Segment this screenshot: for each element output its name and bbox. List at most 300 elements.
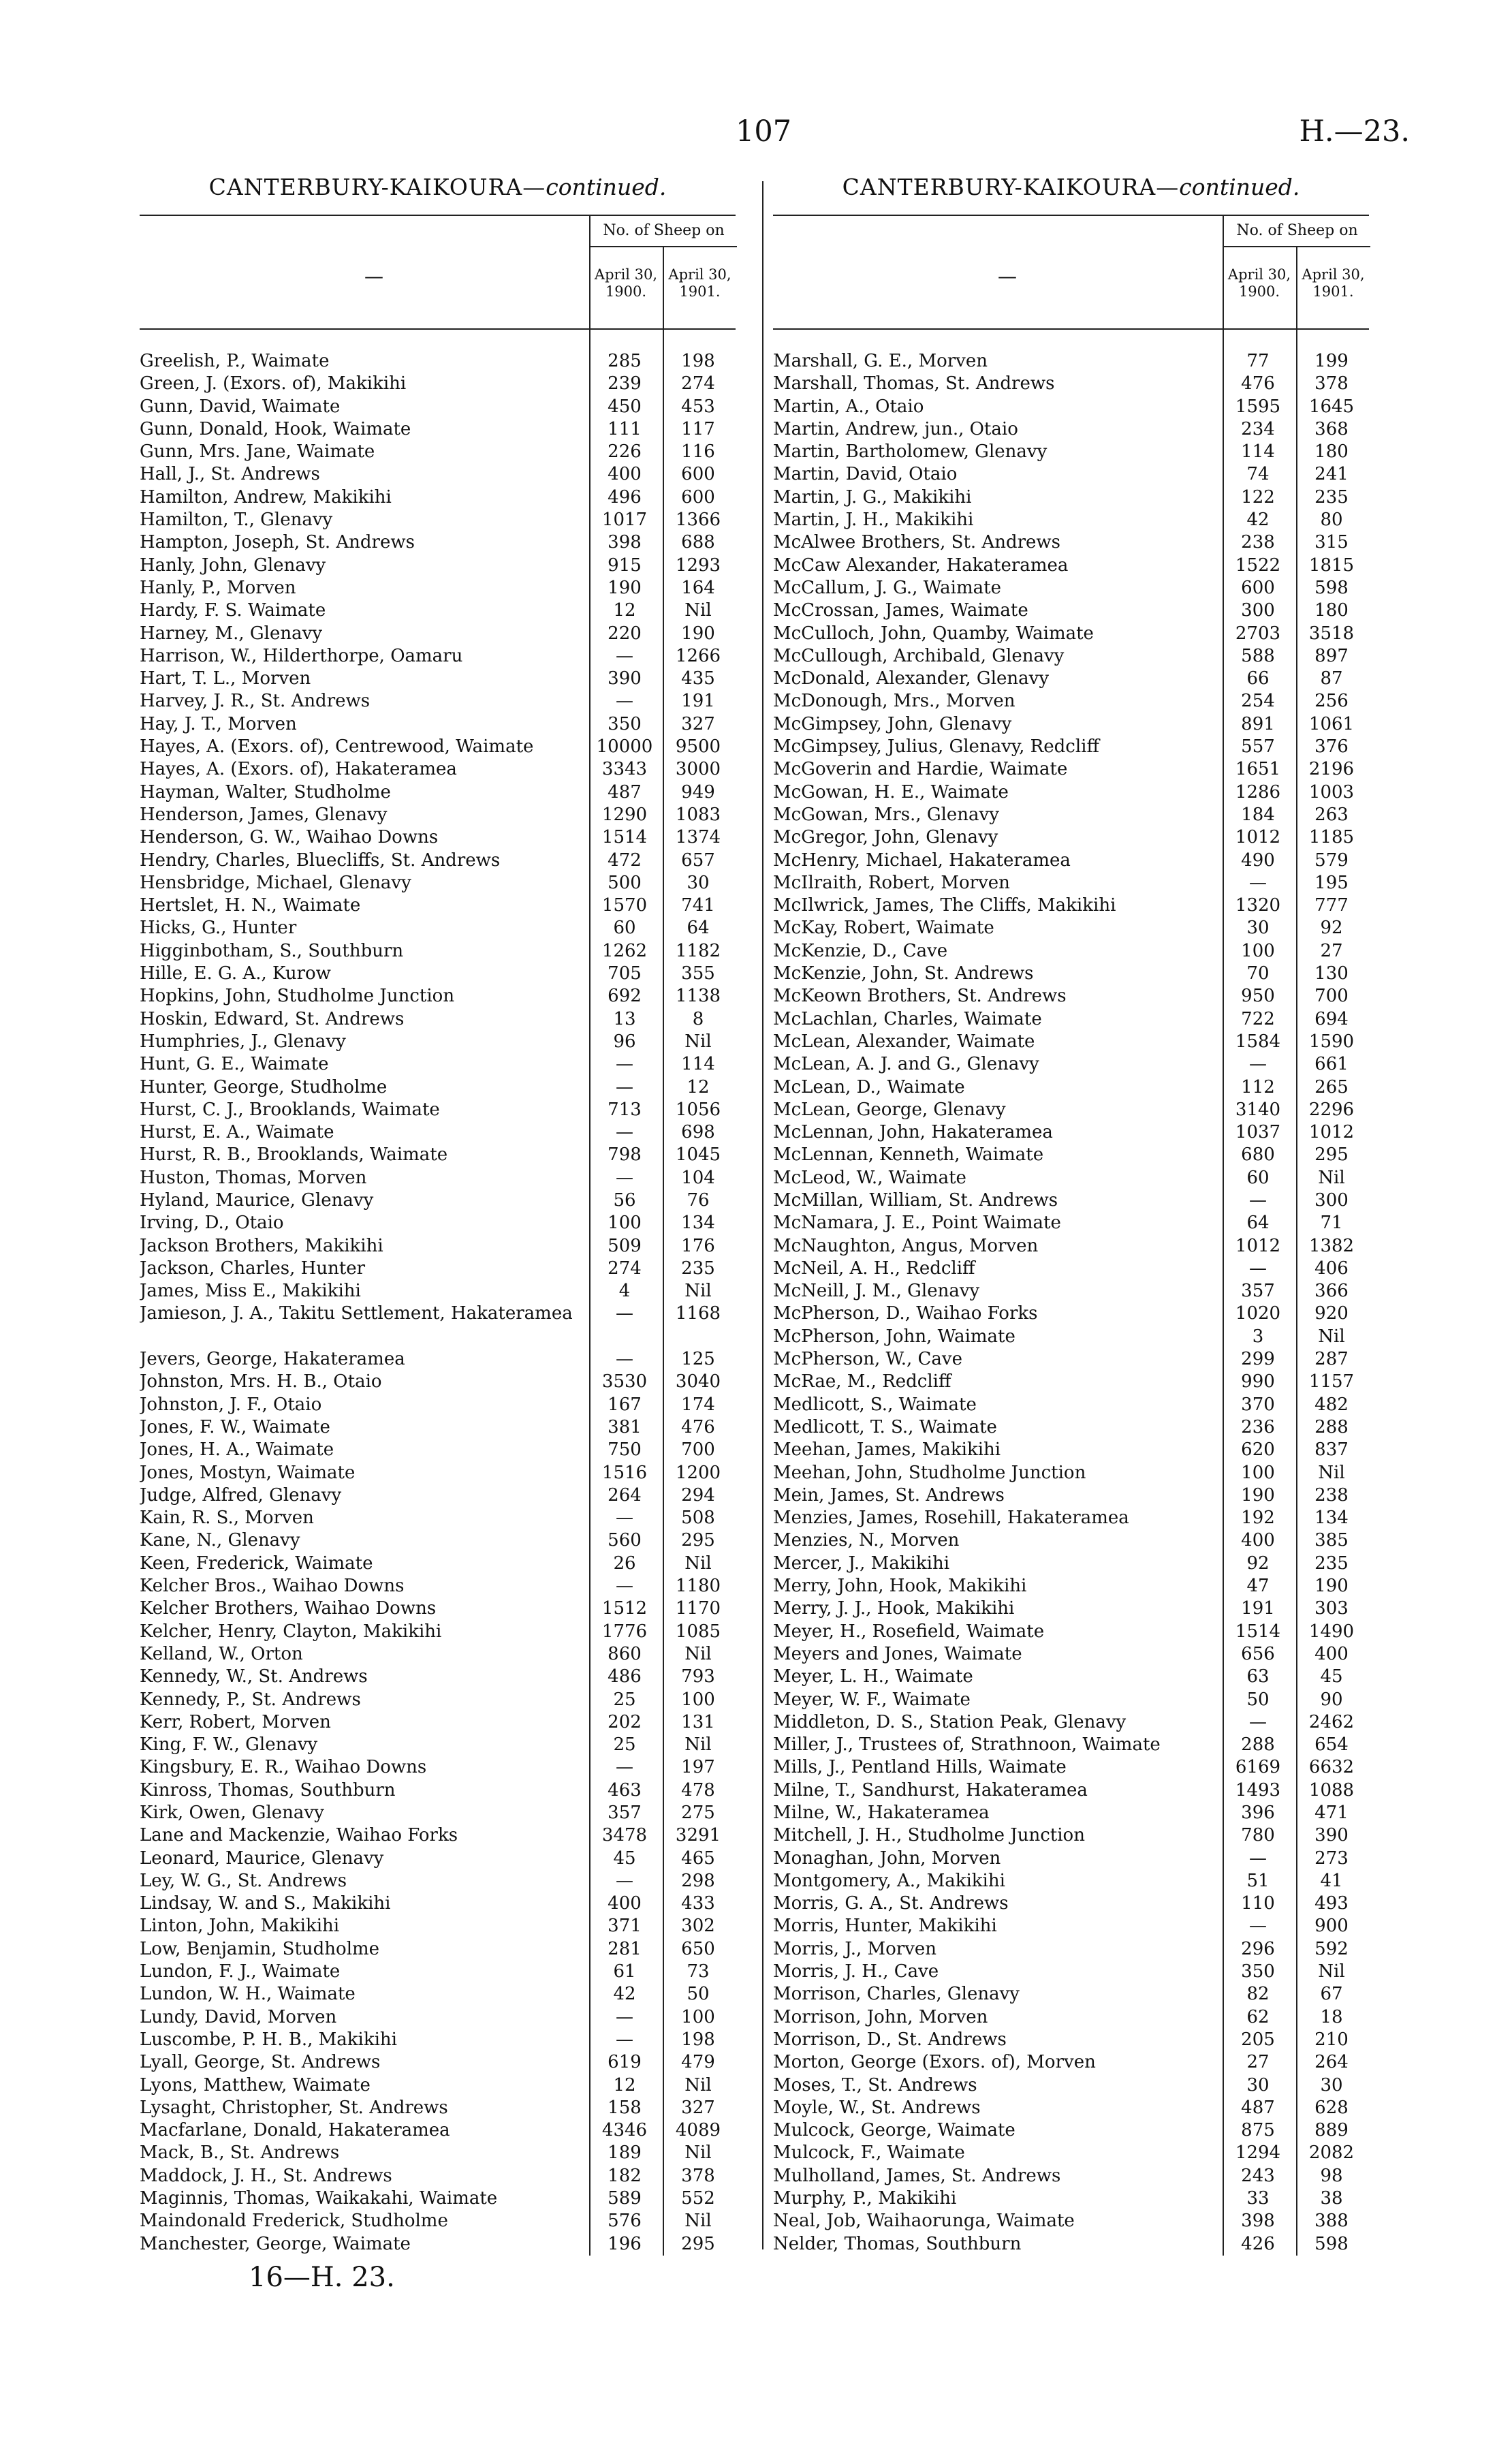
owner-name: Hanly, John, Glenavy [140, 555, 326, 576]
owner-name: Hendry, Charles, Bluecliffs, St. Andrews [140, 850, 501, 871]
sheep-1901: 273 [1314, 1848, 1349, 1869]
sheep-1901: 76 [687, 1189, 710, 1211]
table-row [773, 531, 1369, 554]
sheep-1900: 3140 [1235, 1099, 1281, 1120]
sheep-1901: 98 [1320, 2165, 1343, 2186]
owner-name: McCulloch, John, Quamby, Waimate [773, 623, 1094, 644]
sheep-1901: 355 [681, 963, 715, 984]
table-row [140, 781, 736, 804]
table-row [140, 1280, 736, 1303]
table-row [773, 577, 1369, 599]
sheep-1901: 190 [1314, 1576, 1349, 1597]
sheep-1901: 263 [1314, 804, 1349, 825]
sheep-1901: 493 [1314, 1893, 1349, 1914]
table-row [773, 804, 1369, 826]
owner-name: Neal, Job, Waihaorunga, Waimate [773, 2211, 1075, 2232]
sheep-1901: 2082 [1308, 2142, 1355, 2164]
owner-name: Green, J. (Exors. of), Makikihi [140, 373, 407, 394]
table-row [140, 1938, 736, 1961]
sheep-1900: 114 [1241, 441, 1275, 463]
sheep-1900: 400 [608, 1893, 642, 1914]
sheep-1901: 700 [681, 1439, 715, 1461]
table-row [773, 1983, 1369, 2006]
sheep-1901: 295 [1314, 1144, 1349, 1166]
page-reference: H.—23. [1299, 114, 1410, 149]
owner-name: Greelish, P., Waimate [140, 351, 330, 371]
sheep-1900: 3 [1252, 1326, 1264, 1347]
sheep-1901: 117 [681, 418, 715, 439]
table-row [773, 350, 1369, 373]
table-row [773, 1529, 1369, 1552]
owner-name: Harrison, W., Hilderthorpe, Oamaru [140, 645, 463, 666]
sheep-1900: 205 [1241, 2029, 1275, 2050]
sheep-1900: — [1249, 1916, 1267, 1937]
table-row [140, 396, 736, 418]
owner-name: Lundon, W. H., Waimate [140, 1984, 356, 2005]
sheep-1900: 189 [608, 2142, 642, 2164]
sheep-1901: 650 [681, 1938, 715, 1959]
owner-name: Morris, G. A., St. Andrews [773, 1893, 1009, 1914]
table-row [773, 963, 1369, 985]
sheep-1900: 42 [613, 1984, 636, 2005]
sheep-1901: 195 [1314, 872, 1349, 893]
table-row [140, 2029, 736, 2051]
sheep-1900: 64 [1246, 1213, 1270, 1234]
table-row [773, 2187, 1369, 2210]
sheep-1900: 490 [1241, 850, 1275, 871]
table-row [773, 418, 1369, 441]
sheep-1900: — [616, 2029, 633, 2050]
sheep-1901: 67 [1320, 1984, 1343, 2005]
owner-name: Moyle, W., St. Andrews [773, 2097, 981, 2118]
sheep-1901: 388 [1314, 2211, 1349, 2232]
sheep-1900: 238 [1241, 532, 1275, 553]
sheep-1900: 350 [608, 713, 642, 734]
table-row [773, 1099, 1369, 1121]
sheep-1901: 465 [681, 1848, 715, 1869]
table-row [773, 1326, 1369, 1348]
sheep-1900: 243 [1241, 2165, 1275, 2186]
sheep-1901: 2296 [1308, 1099, 1355, 1120]
owner-name: Merry, John, Hook, Makikihi [773, 1576, 1027, 1597]
table-row [773, 940, 1369, 963]
sheep-1901: 294 [681, 1484, 715, 1506]
owner-name: King, F. W., Glenavy [140, 1734, 318, 1756]
owner-name: Maddock, J. H., St. Andrews [140, 2165, 392, 2186]
sheep-1900: 4346 [601, 2120, 648, 2141]
sheep-1901: 198 [681, 2029, 715, 2050]
sheep-1900: 3343 [601, 759, 648, 780]
sheep-1901: 2462 [1308, 1711, 1355, 1732]
sheep-1901: 654 [1314, 1734, 1349, 1756]
sheep-1900: 487 [1241, 2097, 1275, 2118]
sheep-1901: Nil [1318, 1961, 1345, 1982]
sheep-1901: 400 [1314, 1643, 1349, 1664]
sheep-1900: 158 [608, 2097, 642, 2118]
sheep-1900: 509 [608, 1235, 642, 1256]
owner-name: Jamieson, J. A., Takitu Settlement, Hakateramea [140, 1303, 573, 1324]
sheep-1900: 990 [1241, 1371, 1275, 1392]
sheep-1900: — [1249, 1189, 1267, 1211]
owner-name: Gunn, Donald, Hook, Waimate [140, 418, 411, 439]
owner-name: Jevers, George, Hakateramea [140, 1349, 405, 1370]
right-col-1901-header: April 30, 1901. [1296, 247, 1369, 328]
table-row [773, 690, 1369, 713]
table-row [140, 1235, 736, 1258]
owner-name: McDonald, Alexander, Glenavy [773, 668, 1050, 689]
sheep-1900: 3478 [601, 1825, 648, 1846]
sheep-1900: 1512 [601, 1598, 648, 1619]
owner-name: McLennan, Kenneth, Waimate [773, 1144, 1044, 1166]
sheep-1900: 1516 [601, 1462, 648, 1483]
right-title-main: CANTERBURY-KAIKOURA— [842, 174, 1180, 200]
sheep-1900: 30 [1246, 918, 1270, 939]
sheep-1900: 496 [608, 486, 642, 508]
sheep-1901: 777 [1314, 895, 1349, 916]
owner-name: Kelland, W., Orton [140, 1643, 303, 1664]
sheep-1901: 1293 [675, 555, 721, 576]
table-row [773, 2119, 1369, 2142]
table-row [773, 985, 1369, 1008]
sheep-1901: 598 [1314, 2233, 1349, 2254]
table-row [773, 396, 1369, 418]
owner-name: Lundy, David, Morven [140, 2006, 337, 2027]
sheep-1901: 134 [681, 1213, 715, 1234]
sheep-1900: 390 [608, 668, 642, 689]
owner-name: McLean, George, Glenavy [773, 1099, 1006, 1120]
owner-name: Ley, W. G., St. Andrews [140, 1870, 347, 1891]
column-divider [762, 181, 763, 2249]
table-row [140, 486, 736, 509]
sheep-1901: 315 [1314, 532, 1349, 553]
sheep-1901: 1590 [1308, 1031, 1355, 1052]
owner-name: Martin, David, Otaio [773, 464, 958, 485]
owner-name: Meyer, H., Rosefield, Waimate [773, 1621, 1045, 1642]
table-row [140, 894, 736, 917]
owner-name: Marshall, Thomas, St. Andrews [773, 373, 1055, 394]
sheep-1901: 837 [1314, 1439, 1349, 1461]
sheep-1900: 234 [1241, 418, 1275, 439]
owner-name: McIlraith, Robert, Morven [773, 872, 1010, 893]
sheep-1901: 1170 [675, 1598, 721, 1619]
sheep-1900: 370 [1241, 1394, 1275, 1415]
sheep-1901: 174 [681, 1394, 715, 1415]
sheep-1900: 400 [1241, 1530, 1275, 1551]
table-row [140, 1416, 736, 1439]
owner-name: Medlicott, S., Waimate [773, 1394, 977, 1415]
table-row [773, 645, 1369, 668]
sheep-1901: 1056 [675, 1099, 721, 1120]
sheep-1900: — [616, 1167, 633, 1188]
sheep-1901: 1366 [675, 510, 721, 531]
owner-name: Hicks, G., Hunter [140, 918, 297, 939]
sheep-1900: 26 [613, 1553, 636, 1574]
sheep-1901: 3040 [675, 1371, 721, 1392]
owner-name: McLachlan, Charles, Waimate [773, 1008, 1042, 1029]
table-row [140, 373, 736, 395]
sheep-1900: 63 [1246, 1666, 1270, 1687]
table-row [140, 350, 736, 373]
owner-name: Medlicott, T. S., Waimate [773, 1416, 997, 1437]
owner-name: McLennan, John, Hakateramea [773, 1122, 1053, 1143]
sheep-1900: 45 [613, 1848, 636, 1869]
sheep-1900: 1290 [601, 804, 648, 825]
table-row [773, 826, 1369, 849]
sheep-1901: 210 [1314, 2029, 1349, 2050]
owner-name: McNamara, J. E., Point Waimate [773, 1213, 1061, 1234]
sheep-1901: 327 [681, 713, 715, 734]
left-sheep-group-header: No. of Sheep on [589, 216, 737, 247]
table-row [140, 826, 736, 849]
sheep-1901: 125 [681, 1349, 715, 1370]
table-row [140, 1031, 736, 1053]
owner-name: McNeill, J. M., Glenavy [773, 1281, 980, 1302]
sheep-1901: 295 [681, 1530, 715, 1551]
owner-name: Lundon, F. J., Waimate [140, 1961, 341, 1982]
sheep-1901: 552 [681, 2188, 715, 2209]
sheep-1901: 80 [1320, 510, 1343, 531]
sheep-1901: 657 [681, 850, 715, 871]
sheep-1900: 122 [1241, 486, 1275, 508]
sheep-1900: 112 [1241, 1076, 1275, 1097]
table-row [773, 2051, 1369, 2074]
sheep-1900: — [1249, 1258, 1267, 1279]
sheep-1900: 92 [1246, 1553, 1270, 1574]
sheep-1900: 226 [608, 441, 642, 463]
owner-name: McKenzie, D., Cave [773, 940, 948, 961]
table-row [773, 463, 1369, 486]
sheep-1901: 302 [681, 1916, 715, 1937]
table-row [140, 758, 736, 781]
sheep-1900: 487 [608, 781, 642, 803]
table-row [773, 2142, 1369, 2164]
sheep-1900: 100 [608, 1213, 642, 1234]
sheep-1901: Nil [684, 2142, 712, 2164]
table-row [140, 985, 736, 1008]
sheep-1900: 357 [608, 1803, 642, 1823]
sheep-1900: 398 [1241, 2211, 1275, 2232]
table-row [773, 758, 1369, 781]
sheep-1900: 371 [608, 1916, 642, 1937]
owner-name: Hall, J., St. Andrews [140, 464, 320, 485]
sheep-1900: 560 [608, 1530, 642, 1551]
sheep-1900: 350 [1241, 1961, 1275, 1982]
owner-name: McGimpsey, Julius, Glenavy, Redcliff [773, 736, 1099, 758]
owner-name: Lindsay, W. and S., Makikihi [140, 1893, 391, 1914]
table-row [773, 1053, 1369, 1076]
table-row [773, 1915, 1369, 1937]
sheep-1900: 288 [1241, 1734, 1275, 1756]
sheep-1901: 3000 [675, 759, 721, 780]
owner-name: McHenry, Michael, Hakateramea [773, 850, 1071, 871]
sheep-1901: Nil [684, 1031, 712, 1052]
sheep-1900: — [616, 1576, 633, 1597]
sheep-1900: 96 [613, 1031, 636, 1052]
owner-name: Martin, J. H., Makikihi [773, 510, 974, 531]
sheep-1901: 479 [681, 2052, 715, 2073]
table-row [140, 1961, 736, 1983]
owner-name: Harney, M., Glenavy [140, 623, 323, 644]
sheep-1901: 3518 [1308, 623, 1355, 644]
owner-name: Jones, F. W., Waimate [140, 1416, 330, 1437]
table-row [140, 713, 736, 736]
sheep-1900: 381 [608, 1416, 642, 1437]
table-row [140, 1394, 736, 1416]
sheep-1900: 1493 [1235, 1779, 1281, 1801]
sheep-1900: 1320 [1235, 895, 1281, 916]
owner-name: Hayes, A. (Exors. of), Centrewood, Waimate [140, 736, 534, 758]
table-row [140, 1303, 736, 1348]
owner-name: Hanly, P., Morven [140, 577, 296, 598]
sheep-1900: — [616, 1349, 633, 1370]
table-row [140, 645, 736, 668]
owner-name: Morris, Hunter, Makikihi [773, 1916, 997, 1937]
left-table-body [140, 330, 736, 2256]
sheep-1901: 71 [1320, 1213, 1343, 1234]
sheep-1900: 239 [608, 373, 642, 394]
sheep-1900: 281 [608, 1938, 642, 1959]
sheep-1901: 1045 [675, 1144, 721, 1166]
sheep-1901: 390 [1314, 1825, 1349, 1846]
sheep-1900: 25 [613, 1734, 636, 1756]
owner-name: Milne, T., Sandhurst, Hakateramea [773, 1779, 1088, 1801]
owner-name: Jones, H. A., Waimate [140, 1439, 334, 1461]
right-title-continued: continued. [1179, 174, 1300, 200]
owner-name: McCaw Alexander, Hakateramea [773, 555, 1069, 576]
owner-name: Kelcher, Henry, Clayton, Makikihi [140, 1621, 442, 1642]
sheep-1901: 378 [1314, 373, 1349, 394]
owner-name: Morris, J., Morven [773, 1938, 937, 1959]
sheep-1901: 378 [681, 2165, 715, 2186]
sheep-1901: 579 [1314, 850, 1349, 871]
sheep-1900: 588 [1241, 645, 1275, 666]
sheep-1900: 77 [1246, 351, 1270, 371]
sheep-1901: 303 [1314, 1598, 1349, 1619]
table-row [140, 1734, 736, 1756]
sheep-1900: 27 [1246, 2052, 1270, 2073]
sheep-1900: 300 [1241, 600, 1275, 621]
sheep-1901: 30 [687, 872, 710, 893]
sheep-1900: 285 [608, 351, 642, 371]
table-row [773, 1303, 1369, 1325]
owner-name: Menzies, N., Morven [773, 1530, 960, 1551]
sheep-1900: 875 [1241, 2120, 1275, 2141]
sheep-1900: 1286 [1235, 781, 1281, 803]
sheep-1901: 700 [1314, 986, 1349, 1007]
left-col-1900-header: April 30, 1900. [589, 247, 661, 328]
owner-name: Keen, Frederick, Waimate [140, 1553, 373, 1574]
sheep-1901: 1382 [1308, 1235, 1355, 1256]
sheep-1901: 478 [681, 1779, 715, 1801]
sheep-1901: 64 [687, 918, 710, 939]
sheep-1901: 191 [681, 691, 715, 712]
sheep-1900: 656 [1241, 1643, 1275, 1664]
owner-name: Lyall, George, St. Andrews [140, 2052, 381, 2073]
owner-name: McKenzie, John, St. Andrews [773, 963, 1034, 984]
sheep-1901: 698 [681, 1122, 715, 1143]
table-row [140, 2233, 736, 2256]
table-row [140, 531, 736, 554]
table-row [140, 1779, 736, 1802]
sheep-1901: 190 [681, 623, 715, 644]
owner-name: Meehan, John, Studholme Junction [773, 1462, 1086, 1483]
owner-name: McKeown Brothers, St. Andrews [773, 986, 1067, 1007]
owner-name: Martin, Bartholomew, Glenavy [773, 441, 1048, 463]
sheep-1901: 41 [1320, 1870, 1343, 1891]
sheep-1900: 557 [1241, 736, 1275, 758]
table-row [140, 418, 736, 441]
sheep-1901: 628 [1314, 2097, 1349, 2118]
sheep-1901: 298 [681, 1870, 715, 1891]
sheep-1900: 1294 [1235, 2142, 1281, 2164]
owner-name: Lysaght, Christopher, St. Andrews [140, 2097, 448, 2118]
owner-name: Jones, Mostyn, Waimate [140, 1462, 356, 1483]
sheep-1900: 82 [1246, 1984, 1270, 2005]
owner-name: Hay, J. T., Morven [140, 713, 297, 734]
table-row [773, 2165, 1369, 2187]
sheep-1900: 12 [613, 2074, 636, 2095]
table-row [140, 1621, 736, 1643]
sheep-1900: 4 [618, 1281, 631, 1302]
table-row [140, 1870, 736, 1892]
sheep-1901: 235 [681, 1258, 715, 1279]
table-row [140, 577, 736, 599]
table-row [773, 1212, 1369, 1234]
sheep-1901: 1088 [1308, 1779, 1355, 1801]
sheep-1900: 60 [1246, 1167, 1270, 1188]
sheep-1900: 472 [608, 850, 642, 871]
left-col-1901-header: April 30, 1901. [663, 247, 736, 328]
table-row [140, 623, 736, 645]
sheep-1900: 220 [608, 623, 642, 644]
sheep-1900: 191 [1241, 1598, 1275, 1619]
sheep-1900: 33 [1246, 2188, 1270, 2209]
sheep-1900: 66 [1246, 668, 1270, 689]
sheep-1901: 897 [1314, 645, 1349, 666]
sheep-1901: 238 [1314, 1484, 1349, 1506]
owner-name: Martin, A., Otaio [773, 396, 924, 417]
owner-name: Meehan, James, Makikihi [773, 1439, 1001, 1461]
sheep-1900: — [616, 1076, 633, 1097]
table-row [773, 1802, 1369, 1824]
left-column [140, 174, 736, 2256]
sheep-1901: 50 [687, 1984, 710, 2005]
right-col-1900-header: April 30, 1900. [1223, 247, 1295, 328]
owner-name: McGoverin and Hardie, Waimate [773, 759, 1068, 780]
table-row [140, 1892, 736, 1915]
sheep-1900: 620 [1241, 1439, 1275, 1461]
owner-name: McAlwee Brothers, St. Andrews [773, 532, 1061, 553]
sheep-1901: 90 [1320, 1689, 1343, 1710]
sheep-1900: 12 [613, 600, 636, 621]
table-row [773, 781, 1369, 804]
sheep-1901: 275 [681, 1803, 715, 1823]
owner-name: Hoskin, Edward, St. Andrews [140, 1008, 405, 1029]
owner-name: Mitchell, J. H., Studholme Junction [773, 1825, 1085, 1846]
sheep-1900: 42 [1246, 510, 1270, 531]
table-row [140, 804, 736, 826]
sheep-1900: 450 [608, 396, 642, 417]
owner-name: Middleton, D. S., Station Peak, Glenavy [773, 1711, 1127, 1732]
sheep-1900: 296 [1241, 1938, 1275, 1959]
sheep-1900: 167 [608, 1394, 642, 1415]
sheep-1901: 1200 [675, 1462, 721, 1483]
sheep-1901: 1157 [1308, 1371, 1355, 1392]
table-row [773, 1824, 1369, 1847]
sheep-1900: 6169 [1235, 1757, 1281, 1778]
owner-name: Lane and Mackenzie, Waihao Forks [140, 1825, 458, 1846]
owner-name: Harvey, J. R., St. Andrews [140, 691, 371, 712]
